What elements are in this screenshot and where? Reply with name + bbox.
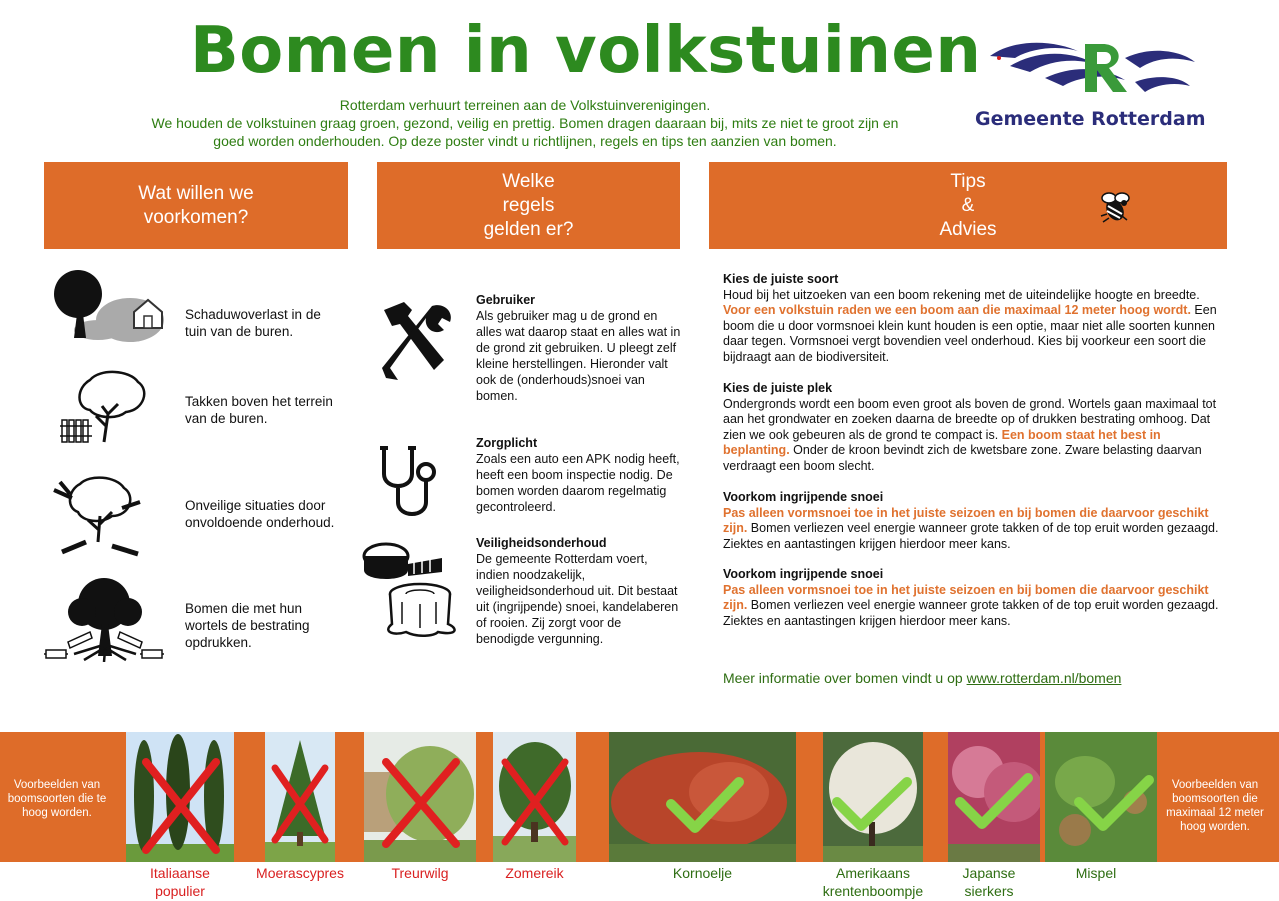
tip-place-a: Ondergronds wordt een boom even groot als boven de grond. Wortels gaan maximaal tot aan het grondwater en zoeken daarna de breedte op of drukken bestrating omhoog. Dat zien we ook gebeuren als de grond te compact is. [723, 396, 1217, 442]
tree-photo-kornoelje [609, 732, 796, 862]
rule-care [476, 435, 681, 515]
rule-care-text: Zoals een auto een APK nodig heeft, heeft een boom inspectie nodig. De bomen worden daarom regelmatig gecontroleerd. [476, 452, 680, 514]
tree-name: Mispel [1075, 865, 1117, 881]
tree-label-italiaanse-populier [126, 864, 234, 900]
tip-pruning-1 [723, 490, 1223, 552]
tip-place-heading: Kies de juiste plek [723, 381, 833, 395]
tip-species-a: Houd bij het uitzoeken van een boom rekening met de uiteindelijke hoogte en breedte. [723, 287, 1200, 302]
issue-roots: Bomen die met hun wortels de bestrating opdrukken. [185, 601, 310, 650]
tree-photo-amerikaans-krentenboompje [823, 732, 923, 862]
tip-pruning-1-b: Bomen verliezen veel energie wanneer grote takken of de top eruit worden gezaagd. Ziektes en aantastingen krijgen hierdoor meer kans. [723, 521, 1219, 551]
intro-line-2: We houden de volkstuinen graag groen, gezond, veilig en prettig. Bomen dragen daaraan bij, mits ze niet te groot zijn en [151, 115, 899, 131]
issue-shade: Schaduwoverlast in de tuin van de buren. [185, 307, 321, 339]
tree-label-zomereik [483, 864, 586, 882]
tree-name: Treurwilg [391, 865, 449, 881]
tape-stump-icon [362, 536, 462, 640]
rule-user [476, 292, 681, 404]
shade-tree-house-icon [48, 268, 168, 348]
tip-place [723, 381, 1223, 474]
rule-safety-text: De gemeente Rotterdam voert, indien noodzakelijk, veiligheidsonderhoud uit. Dit bestaat uit (ingrijpende) snoei, kandelaberen of rooien. Zij zorgt voor de benodigde vergunning. [476, 552, 679, 646]
rule-user-text: Als gebruiker mag u de grond en alles wat daarop staat en alles wat in de grond zit gebruiken. U pleegt zelf kleine herstellingen. Hieronder valt ook de (onderhouds)snoei van bomen. [476, 309, 681, 403]
tip-pruning-2-highlight: Pas alleen vormsnoei toe in het juiste seizoen en bij bomen die daarvoor geschikt zijn. [723, 582, 1209, 612]
tip-pruning-1-heading: Voorkom ingrijpende snoei [723, 490, 884, 504]
more-info-text: Meer informatie over bomen vindt u op [723, 670, 967, 686]
tip-species-heading: Kies de juiste soort [723, 272, 839, 286]
tip-species-highlight: Voor een volkstuin raden we een boom aan die maximaal 12 meter hoog wordt. [723, 303, 1191, 317]
tree-name: Japanse sierkers [962, 865, 1016, 899]
rule-care-heading: Zorgplicht [476, 436, 538, 450]
rule-safety [476, 535, 681, 647]
intro-line-3: goed worden onderhouden. Op deze poster vindt u richtlijnen, regels en tips ten aanzien van bomen. [213, 133, 837, 149]
band-left-text: Voorbeelden van boomsoorten die te hoog worden. [7, 779, 107, 819]
band-right-text: Voorbeelden van boomsoorten die maximaal 12 meter hoog worden. [1166, 779, 1264, 833]
rotterdam-logo [975, 38, 1215, 138]
broken-tree-icon [52, 472, 142, 562]
tree-name: Zomereik [505, 865, 564, 881]
rule-user-heading: Gebruiker [476, 293, 536, 307]
tree-photo-moerascypres [265, 732, 335, 862]
roots-pavement-icon [44, 576, 166, 662]
tree-label-kornoelje [609, 864, 796, 882]
column-header-tips-label: Tips & Advies [939, 170, 997, 240]
column-header-rules-label: Welke regels gelden er? [483, 170, 574, 240]
tree-label-japanse-sierkers [948, 864, 1030, 900]
column-header-rules [377, 162, 680, 249]
tip-place-highlight: Een boom staat het best in beplanting. [723, 427, 1161, 457]
tip-pruning-2-b: Bomen verliezen veel energie wanneer grote takken of de top eruit worden gezaagd. Ziektes en aantastingen krijgen hierdoor meer kans. [723, 598, 1219, 628]
tree-photo-italiaanse-populier [126, 732, 234, 862]
tip-place-b: Onder de kroon bevindt zich de kwetsbare zone. Zware belasting daarvan verdraagt een boom slecht. [723, 443, 1202, 473]
tree-over-fence-icon [60, 370, 150, 445]
issue-branches: Takken boven het terrein van de buren. [185, 394, 333, 426]
tree-photo-treurwilg [364, 732, 476, 862]
more-info-link[interactable]: www.rotterdam.nl/bomen [966, 670, 1122, 686]
issue-unsafe: Onveilige situaties door onvoldoende onderhoud. [185, 498, 335, 530]
rule-safety-heading: Veiligheidsonderhoud [476, 536, 607, 550]
bee-icon [1095, 186, 1135, 226]
tree-name: Moerascypres [256, 865, 344, 881]
page-title: Bomen in volkstuinen [190, 14, 982, 88]
tip-pruning-2 [723, 567, 1223, 629]
tree-label-amerikaans-krentenboompje [808, 864, 938, 900]
more-info [723, 670, 1121, 686]
stethoscope-icon [378, 444, 440, 520]
column-header-tips [709, 162, 1227, 249]
tree-name: Amerikaans krentenboompje [822, 865, 924, 899]
logo-text: Gemeente Rotterdam [975, 108, 1206, 130]
tools-icon [378, 300, 458, 385]
tip-species-b: Een boom die u door vormsnoei klein kunt houden is een optie, maar niet alle soorten kunnen daar tegen. Vormsnoei vergt bovendien veel onderhoud. Kies bij voorkeur een soort die bijdraagt aan de biodiversiteit. [723, 303, 1217, 364]
intro-text [100, 96, 950, 150]
tip-species [723, 272, 1223, 365]
column-header-prevent-label: Wat willen we voorkomen? [138, 182, 254, 228]
rotterdam-logo-icon [985, 38, 1205, 102]
tree-name: Italiaanse populier [150, 865, 210, 899]
tip-pruning-2-heading: Voorkom ingrijpende snoei [723, 567, 884, 581]
tree-label-mispel [1045, 864, 1147, 882]
tree-photo-japanse-sierkers [948, 732, 1040, 862]
tree-name: Kornoelje [672, 865, 733, 881]
tree-label-moerascypres [240, 864, 360, 882]
tip-pruning-1-highlight: Pas alleen vormsnoei toe in het juiste seizoen en bij bomen die daarvoor geschikt zijn. [723, 505, 1209, 535]
intro-line-1: Rotterdam verhuurt terreinen aan de Volkstuinverenigingen. [339, 97, 711, 113]
tree-photo-mispel [1045, 732, 1157, 862]
tree-label-treurwilg [364, 864, 476, 882]
tree-photo-zomereik [493, 732, 576, 862]
column-header-prevent [44, 162, 348, 249]
